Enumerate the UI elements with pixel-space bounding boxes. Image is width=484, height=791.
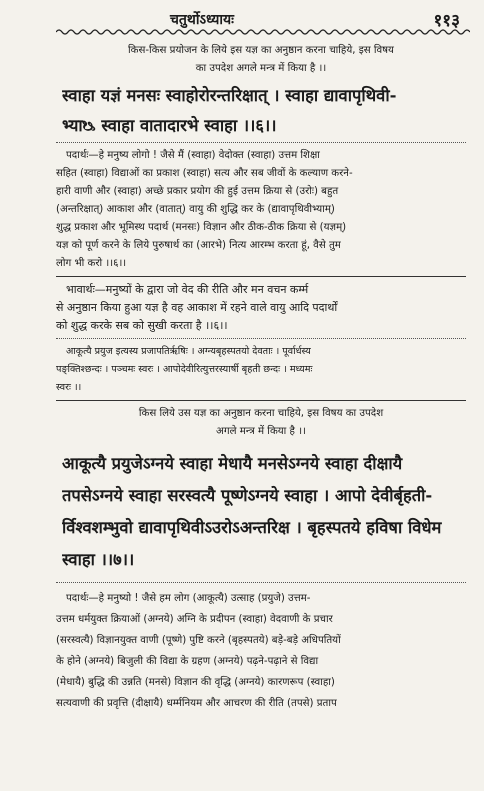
- intro-line: अगले मन्त्र में किया है ।।: [216, 426, 306, 437]
- padartha-line: के होने (अग्नये) बिजुली की विद्या के ग्रहण (अग्नये) पढ़ने-पढ़ाने से विद्या: [56, 656, 319, 667]
- mantra-line: आकूत्यै प्रयुजेऽग्नये स्वाहा मेधायै मनसेऽग्नये स्वाहा दीक्षायै: [62, 454, 403, 473]
- padartha-line: शुद्ध प्रकाश और भूमिस्थ पदार्थ (मनसः) विज्ञान और ठीक-ठीक क्रिया से (यज्ञम्): [56, 222, 347, 233]
- mantra-line: भ्याᳬ स्वाहा वातादारभे स्वाहा ।।६।।: [62, 116, 277, 135]
- page-number: ११३: [433, 11, 460, 31]
- intro-line: किस लिये उस यज्ञ का अनुष्ठान करना चाहिये, इस विषय का उपदेश: [138, 408, 384, 419]
- rishi-devata-line: आकूत्यै प्रयुज इत्यस्य प्रजापतिर्ऋषिः । अग्न्यबृहस्पतयो देवताः । पूर्वार्धस्य: [66, 346, 311, 357]
- rishi-devata-line: स्वरः ।।: [56, 382, 82, 393]
- mantra-line: र्विश्वशम्भुवो द्यावापृथिवीऽउरोऽअन्तरिक्ष । बृहस्पतये हविषा विधेम: [62, 518, 442, 537]
- section-divider: [56, 582, 466, 583]
- intro-line: का उपदेश अगले मन्त्र में किया है ।।: [195, 63, 327, 74]
- padartha-line: हारी वाणी और (स्वाहा) अच्छे प्रकार प्रयोग की हुई उत्तम क्रिया से (उरोः) बहुत: [56, 186, 339, 197]
- padartha-line: (अन्तरिक्षात्) आकाश और (वातात्) वायु की शुद्धि कर के (द्यावापृथिवीभ्याम्): [56, 204, 335, 215]
- section-divider: [56, 142, 466, 143]
- mantra-line: तपसेऽग्नये स्वाहा सरस्वत्यै पूष्णेऽग्नये स्वाहा । आपो देवीर्बृहती-: [62, 486, 433, 505]
- section-divider: [56, 276, 466, 277]
- page-header: [60, 8, 464, 30]
- padartha-line: (मेधायै) बुद्धि की उन्नति (मनसे) विज्ञान की वृद्धि (अग्नये) कारणरूप (स्वाहा): [56, 677, 335, 688]
- section-divider: [56, 400, 466, 401]
- padartha-line: पदार्थः—हे मनुष्य लोगो ! जैसे मैं (स्वाहा) वेदोक्त (स्वाहा) उत्तम शिक्षा: [66, 150, 320, 161]
- bhavartha-line: से अनुष्ठान किया हुआ यज्ञ है वह आकाश में रहने वाले वायु आदि पदार्थों: [56, 301, 338, 314]
- mantra-line: स्वाहा यज्ञं मनसः स्वाहोरोरन्तरिक्षात् । स्वाहा द्यावापृथिवी-: [62, 86, 397, 105]
- bhavartha-line: को शुद्ध करके सब को सुखी करता है ।।६।।: [56, 319, 228, 332]
- padartha-line: लोग भी करो ।।६।।: [56, 258, 127, 269]
- padartha-line: यज्ञ को पूर्ण करने के लिये पुरुषार्थ का (आरभे) नित्य आरम्भ करता हूं, वैसे तुम: [56, 240, 341, 251]
- rishi-devata-line: पङ्क्तिश्छन्दः । पञ्चमः स्वरः । आपोदेवीरित्युत्तरस्यार्षी बृहती छन्दः । मध्यमः: [56, 364, 313, 375]
- padartha-line: उत्तम धर्मयुक्त क्रियाओं (अग्नये) अग्नि के प्रदीपन (स्वाहा) वेदवाणी के प्रचार: [56, 614, 333, 625]
- chapter-title: चतुर्थोऽध्यायः: [170, 12, 234, 28]
- padartha-line: सत्यवाणी की प्रवृत्ति (दीक्षायै) धर्म्मनियम और आचरण की रीति (तपसे) प्रताप: [56, 698, 337, 709]
- header-decorative-rule: [56, 28, 470, 36]
- bhavartha-line: भावार्थः—मनुष्यों के द्वारा जो वेद की रीति और मन वचन कर्म्म: [66, 283, 309, 296]
- mantra-line: स्वाहा ।।७।।: [62, 550, 135, 569]
- padartha-line: (सरस्वत्यै) विज्ञानयुक्त वाणी (पूष्णे) पुष्टि करने (बृहस्पतये) बड़े-बड़े अधिपतियों: [56, 635, 341, 646]
- padartha-line: सहित (स्वाहा) विद्याओं का प्रकाश (स्वाहा) सत्य और सब जीवों के कल्याण करने-: [56, 168, 353, 179]
- padartha-line: पदार्थः—हे मनुष्यो ! जैसे हम लोग (आकूत्यै) उत्साह (प्रयुजे) उत्तम-: [66, 593, 311, 604]
- section-divider: [56, 338, 466, 339]
- intro-line: किस-किस प्रयोजन के लिये इस यज्ञ का अनुष्ठान करना चाहिये, इस विषय: [128, 45, 394, 56]
